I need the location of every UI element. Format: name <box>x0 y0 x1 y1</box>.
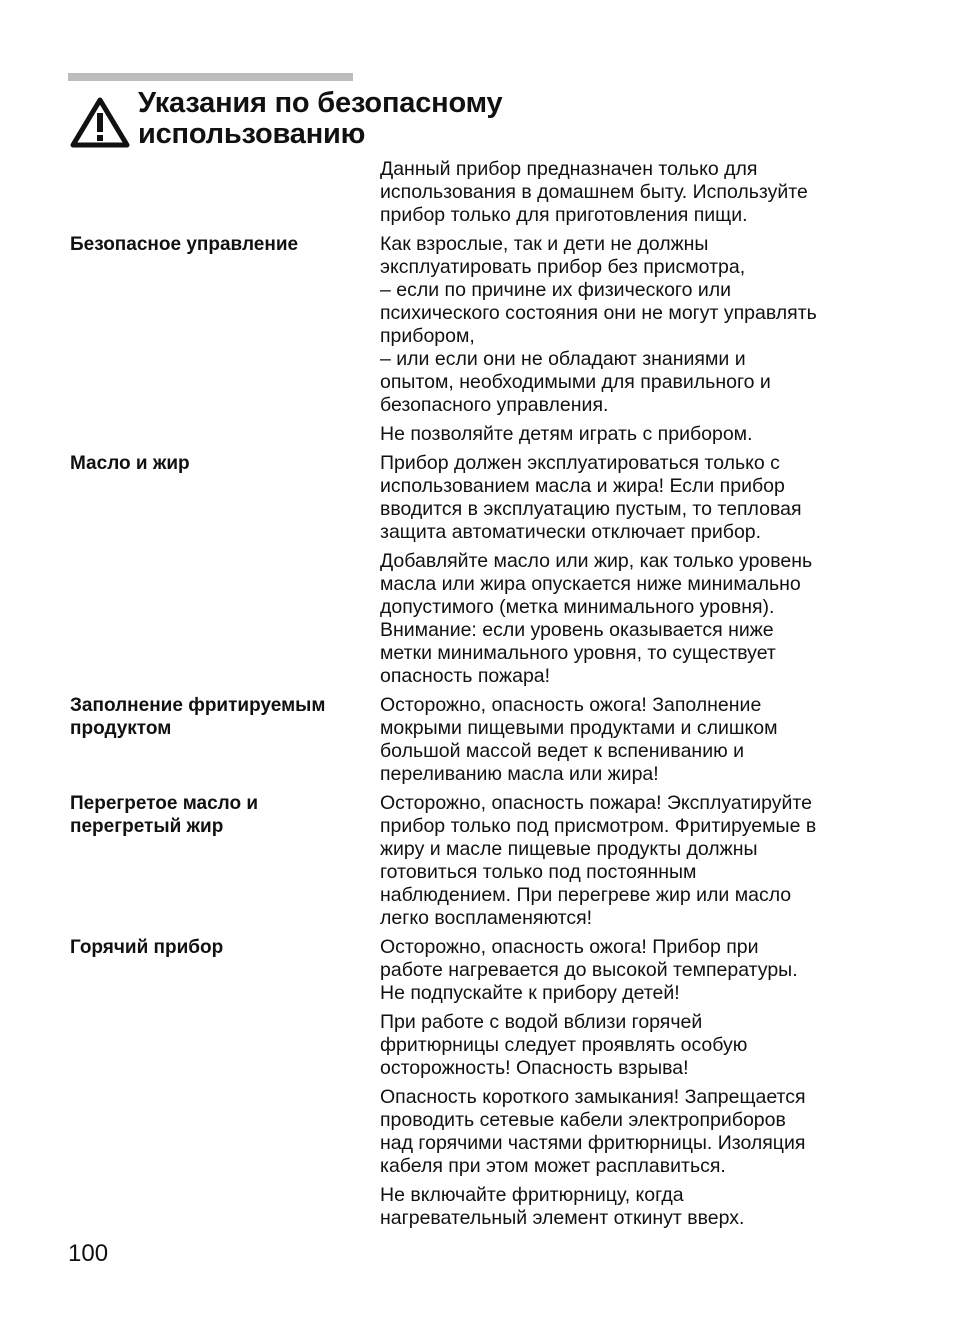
text-line: защита автоматически отключает прибор. <box>380 521 762 543</box>
section <box>70 694 890 786</box>
text-line: метки минимального уровня, то существует <box>380 642 776 664</box>
text-line: прибор только для приготовления пищи. <box>380 204 748 226</box>
text-line: большой массой ведет к вспениванию и <box>380 740 745 762</box>
text-line: фритюрницы следует проявлять особую <box>380 1034 748 1056</box>
text-line: кабеля при этом может расплавиться. <box>380 1155 726 1177</box>
section-heading-line: Масло и жир <box>70 453 190 474</box>
page-title-line: использованию <box>138 118 366 150</box>
text-line: прибором, <box>380 325 475 347</box>
header-rule <box>68 73 353 81</box>
text-line: над горячими частями фритюрницы. Изоляция <box>380 1132 806 1154</box>
text-line: легко воспламеняются! <box>380 907 593 929</box>
text-line: работе нагревается до высокой температуры. <box>380 959 798 981</box>
paragraph <box>380 233 890 417</box>
text-line: осторожность! Опасность взрыва! <box>380 1057 689 1079</box>
text-line: безопасного управления. <box>380 394 609 416</box>
text-line: Не подпускайте к прибору детей! <box>380 982 680 1004</box>
text-line: нагревательный элемент откинут вверх. <box>380 1207 745 1229</box>
warning-triangle-icon <box>70 96 130 148</box>
section-body <box>380 452 890 688</box>
paragraph <box>380 1184 890 1230</box>
section <box>70 792 890 930</box>
text-line: Осторожно, опасность ожога! Заполнение <box>380 694 762 716</box>
paragraph <box>380 792 890 930</box>
text-line: Добавляйте масло или жир, как только уровень <box>380 550 813 572</box>
text-line: Осторожно, опасность ожога! Прибор при <box>380 936 759 958</box>
text-line: допустимого (метка минимального уровня). <box>380 596 775 618</box>
text-line: переливанию масла или жира! <box>380 763 659 785</box>
section-body <box>380 233 890 446</box>
section-body <box>380 792 890 930</box>
text-line: жиру и масле пищевые продукты должны <box>380 838 758 860</box>
safety-instructions <box>70 158 890 1236</box>
text-line: Осторожно, опасность пожара! Эксплуатируйте <box>380 792 812 814</box>
text-line: Как взрослые, так и дети не должны <box>380 233 709 255</box>
text-line: использования в домашнем быту. Используйте <box>380 181 808 203</box>
text-line: масла или жира опускается ниже минимально <box>380 573 801 595</box>
paragraph <box>380 550 890 688</box>
text-line: При работе с водой вблизи горячей <box>380 1011 703 1033</box>
text-line: готовиться только под постоянным <box>380 861 697 883</box>
text-line: опытом, необходимыми для правильного и <box>380 371 771 393</box>
section-body <box>380 694 890 786</box>
section-body <box>380 158 890 227</box>
text-line: эксплуатировать прибор без присмотра, <box>380 256 746 278</box>
page-title <box>138 88 502 150</box>
section <box>70 936 890 1230</box>
section-heading-line: Заполнение фритируемым <box>70 695 326 716</box>
paragraph <box>380 1011 890 1080</box>
page-title-line: Указания по безопасному <box>138 87 503 119</box>
paragraph <box>380 452 890 544</box>
section-body <box>380 936 890 1230</box>
text-line: Данный прибор предназначен только для <box>380 158 758 180</box>
text-line: Не позволяйте детям играть с прибором. <box>380 423 753 445</box>
page-number: 100 <box>68 1240 109 1267</box>
text-line: – если по причине их физического или <box>380 279 732 301</box>
paragraph <box>380 158 890 227</box>
text-line: использованием масла и жира! Если прибор <box>380 475 785 497</box>
section <box>70 158 890 227</box>
text-line: – или если они не обладают знаниями и <box>380 348 746 370</box>
text-line: прибор только под присмотром. Фритируемые в <box>380 815 817 837</box>
text-line: проводить сетевые кабели электроприборов <box>380 1109 786 1131</box>
paragraph <box>380 694 890 786</box>
section <box>70 233 890 446</box>
text-line: вводится в эксплуатацию пустым, то тепловая <box>380 498 802 520</box>
section-heading-line: продуктом <box>70 718 172 739</box>
text-line: Опасность короткого замыкания! Запрещается <box>380 1086 806 1108</box>
section <box>70 452 890 688</box>
paragraph <box>380 1086 890 1178</box>
text-line: Прибор должен эксплуатироваться только с <box>380 452 780 474</box>
section-heading <box>70 452 370 475</box>
paragraph <box>380 936 890 1005</box>
paragraph <box>380 423 890 446</box>
section-heading <box>70 233 370 256</box>
text-line: психического состояния они не могут управлять <box>380 302 817 324</box>
section-heading-line: Безопасное управление <box>70 234 299 255</box>
section-heading-line: перегретый жир <box>70 816 224 837</box>
section-heading-line: Горячий прибор <box>70 937 224 958</box>
text-line: мокрыми пищевыми продуктами и слишком <box>380 717 778 739</box>
section-heading-line: Перегретое масло и <box>70 793 259 814</box>
text-line: Внимание: если уровень оказывается ниже <box>380 619 774 641</box>
section-heading <box>70 792 370 838</box>
text-line: опасность пожара! <box>380 665 551 687</box>
text-line: Не включайте фритюрницу, когда <box>380 1184 684 1206</box>
section-heading <box>70 936 370 959</box>
section-heading <box>70 694 370 740</box>
text-line: наблюдением. При перегреве жир или масло <box>380 884 792 906</box>
